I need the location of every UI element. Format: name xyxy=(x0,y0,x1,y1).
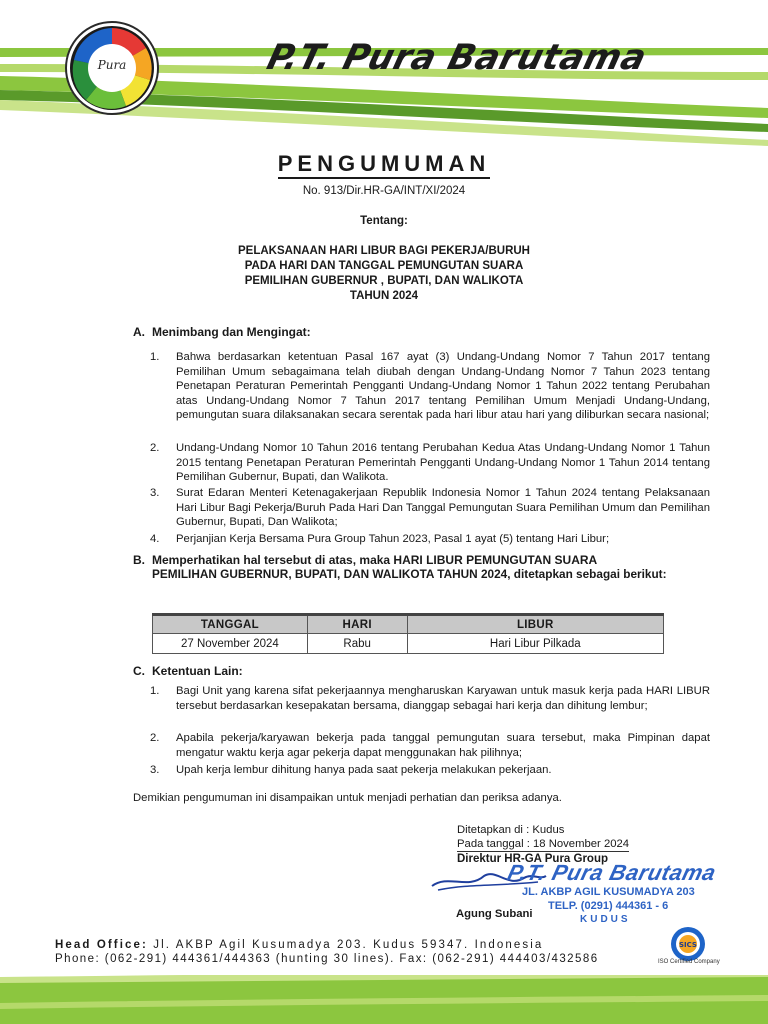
section-a-item-1: 1. Bahwa berdasarkan ketentuan Pasal 167 ayat (3) Undang-Undang Nomor 7 Tahun 2017 tentang Pemilihan Umum sebagaimana telah diubah dengan Undang-Undang Nomor 7 Tahun 2023 tentang Penetapan Peraturan Pemerintah Pengganti Undang-Undang Nomor 1 Tahun 2022 tentang Perubahan atas Undang-Undang Nomor 7 Tahun 2017 tentang Pemilihan Umum Menjadi Undang-Undang, pemungutan suara dilaksanakan secara serentak pada hari libur atau hari yang diliburkan secara nasional; xyxy=(150,351,710,422)
subject-line: TAHUN 2024 xyxy=(349,290,419,302)
section-c-item-2: 2. Apabila pekerja/karyawan bekerja pada tanggal pemungutan suara tersebut, maka Pimpinan dapat mengatur waktu kerja agar pekerja dapat menggunakan hak pilihnya; xyxy=(150,732,710,759)
subject-line: PADA HARI DAN TANGGAL PEMUNGUTAN SUARA xyxy=(244,260,524,272)
stamp-address: JL. AKBP AGIL KUSUMADYA 203 xyxy=(522,886,695,898)
document-number: No. 913/Dir.HR-GA/INT/XI/2024 xyxy=(302,185,466,197)
table-header-holiday: LIBUR xyxy=(407,615,663,634)
document-title: PENGUMUMAN xyxy=(0,151,768,177)
footer-phone: Phone: (062-291) 444361/444363 (hunting 30 lines). Fax: (062-291) 444403/432586 xyxy=(55,953,599,965)
table-header-date: TANGGAL xyxy=(153,615,308,634)
logo-text: Pura xyxy=(97,58,127,72)
table-cell-holiday: Hari Libur Pilkada xyxy=(407,634,663,654)
signature-date: Pada tanggal : 18 November 2024 xyxy=(457,838,630,850)
table-header-row xyxy=(153,615,664,634)
subject-block xyxy=(0,244,768,304)
table-cell-date: 27 November 2024 xyxy=(153,634,308,654)
section-c-item-1: 1. Bagi Unit yang karena sifat pekerjaannya mengharuskan Karyawan untuk masuk kerja pada HARI LIBUR tersebut berdasarkan kesepakatan bersama, dianggap sebagai hari kerja dan dihitung lembur; xyxy=(150,685,710,712)
table-row xyxy=(153,634,664,654)
about-label: Tentang: xyxy=(360,215,408,227)
holiday-table xyxy=(152,613,664,654)
section-a-heading: A. Menimbang dan Mengingat: xyxy=(133,325,311,339)
stamp-phone: TELP. (0291) 444361 - 6 xyxy=(548,900,669,912)
subject-line: PEMILIHAN GUBERNUR , BUPATI, DAN WALIKOTA xyxy=(244,275,524,287)
iso-badge-text: SICS xyxy=(679,941,697,949)
section-c-heading: C. Ketentuan Lain: xyxy=(133,664,243,678)
company-name: P.T. Pura Barutama xyxy=(263,38,651,78)
table-cell-day: Rabu xyxy=(307,634,407,654)
signer-name: Agung Subani xyxy=(456,908,533,920)
signature-title: Direktur HR-GA Pura Group xyxy=(457,853,609,865)
stamp-city: KUDUS xyxy=(580,914,631,925)
iso-caption: ISO Certified Company xyxy=(658,959,720,965)
section-a-item-3: 3. Surat Edaran Menteri Ketenagakerjaan Republik Indonesia Nomor 1 Tahun 2024 tentang Pelaksanaan Hari Libur Bagi Pekerja/Buruh Pada Hari Dan Tanggal Pemungutan Suara Pemilihan Umum dan Pemilihan Gubernur, Bupati, Dan Walikota; xyxy=(150,487,710,529)
subject-line: PELAKSANAAN HARI LIBUR BAGI PEKERJA/BURUH xyxy=(238,245,530,257)
section-a-item-4: 4. Perjanjian Kerja Bersama Pura Group Tahun 2023, Pasal 1 ayat (5) tentang Hari Libur; xyxy=(150,533,610,545)
company-logo xyxy=(64,20,160,116)
signature-place: Ditetapkan di : Kudus xyxy=(457,824,565,836)
footer-office: Head Office: Jl. AKBP Agil Kusumadya 203. Kudus 59347. Indonesia xyxy=(55,939,544,951)
section-a-item-2: 2. Undang-Undang Nomor 10 Tahun 2016 tentang Perubahan Kedua Atas Undang-Undang Nomor 1 Tahun 2015 tentang Penetapan Peraturan Pemerintah Pengganti Undang-Undang Nomor 1 Tahun 2014 tentang Pemilihan Gubernur, Bupati, dan Walikota. xyxy=(150,442,710,484)
table-header-day: HARI xyxy=(307,615,407,634)
closing-statement: Demikian pengumuman ini disampaikan untuk menjadi perhatian dan periksa adanya. xyxy=(133,792,562,804)
footer-green-band xyxy=(0,975,768,1024)
section-c-item-3: 3. Upah kerja lembur dihitung hanya pada saat pekerja melakukan pekerjaan. xyxy=(150,764,552,776)
section-b-body: PEMILIHAN GUBERNUR, BUPATI, DAN WALIKOTA TAHUN 2024, ditetapkan sebagai berikut: xyxy=(152,567,667,581)
section-b-heading: B. Memperhatikan hal tersebut di atas, maka HARI LIBUR PEMUNGUTAN SUARA xyxy=(133,553,598,567)
stamp-company-name: P.T. Pura Barutama xyxy=(505,860,719,885)
